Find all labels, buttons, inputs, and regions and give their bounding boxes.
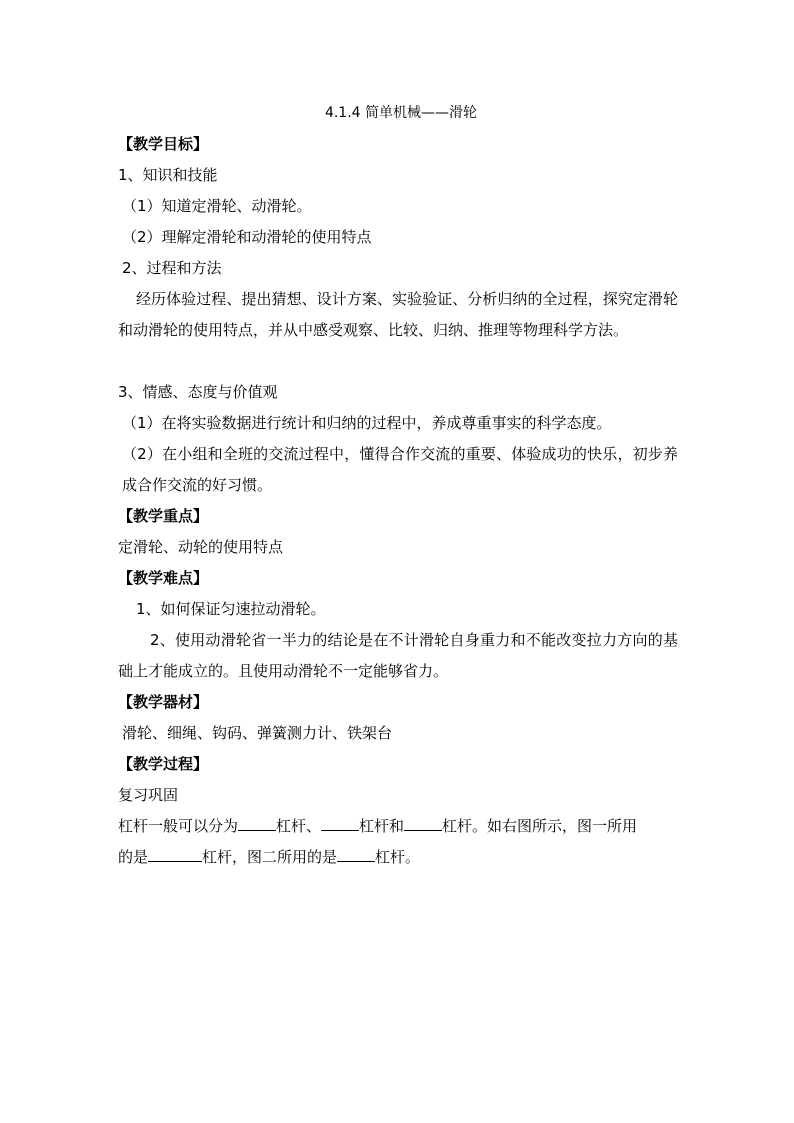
review-question-line-2 <box>118 842 678 873</box>
spacer <box>118 346 678 377</box>
question-text: 杠杆。如右图所示，图一所用 <box>442 817 638 835</box>
document-title: 4.1.4 简单机械——滑轮 <box>324 105 478 121</box>
review-question-line-1 <box>118 811 678 842</box>
question-text: 杠杆一般可以分为 <box>118 817 239 835</box>
goal-knowledge-label: 1、知识和技能 <box>118 166 218 184</box>
goal-knowledge-item-2: （2）理解定滑轮和动滑轮的使用特点 <box>122 228 372 246</box>
heading-equipment: 【教学器材】 <box>118 693 209 711</box>
goal-process-label: 2、过程和方法 <box>122 259 222 277</box>
question-text: 杠杆、 <box>276 817 322 835</box>
goal-attitude-item-1: （1）在将实验数据进行统计和归纳的过程中，养成尊重事实的科学态度。 <box>122 414 612 432</box>
question-text: 的是 <box>118 848 149 866</box>
equipment-text: 滑轮、细绳、钩码、弹簧测力计、铁架台 <box>122 724 393 742</box>
heading-key-points: 【教学重点】 <box>118 507 209 525</box>
heading-teaching-goals: 【教学目标】 <box>118 135 209 153</box>
question-text: 杠杆。 <box>375 848 421 866</box>
goal-process-text: 经历体验过程、提出猜想、设计方案、实验验证、分析归纳的全过程，探究定滑轮和动滑轮的使用特点，并从中感受观察、比较、归纳、推理等物理科学方法。 <box>118 290 678 339</box>
heading-procedure: 【教学过程】 <box>118 755 209 773</box>
question-text: 杠杆，图二所用的是 <box>202 848 338 866</box>
key-points-text: 定滑轮、动轮的使用特点 <box>118 538 284 556</box>
document-page <box>118 98 678 873</box>
answer-blank <box>321 812 359 831</box>
difficulty-item-2: 2、使用动滑轮省一半力的结论是在不计滑轮自身重力和不能改变拉力方向的基础上才能成立的。且使用动滑轮不一定能够省力。 <box>118 631 678 680</box>
goal-attitude-label: 3、情感、态度与价值观 <box>118 383 278 401</box>
question-text: 杠杆和 <box>359 817 405 835</box>
goal-knowledge-item-1: （1）知道定滑轮、动滑轮。 <box>122 197 312 215</box>
review-label: 复习巩固 <box>118 786 179 804</box>
answer-blank <box>404 812 442 831</box>
heading-difficulties: 【教学难点】 <box>118 569 209 587</box>
difficulty-item-1: 1、如何保证匀速拉动滑轮。 <box>136 600 326 618</box>
answer-blank <box>148 843 202 862</box>
answer-blank <box>238 812 276 831</box>
goal-attitude-item-2: （2）在小组和全班的交流过程中，懂得合作交流的重要、体验成功的快乐，初步养成合作交流的好习惯。 <box>122 445 678 494</box>
answer-blank <box>337 843 375 862</box>
